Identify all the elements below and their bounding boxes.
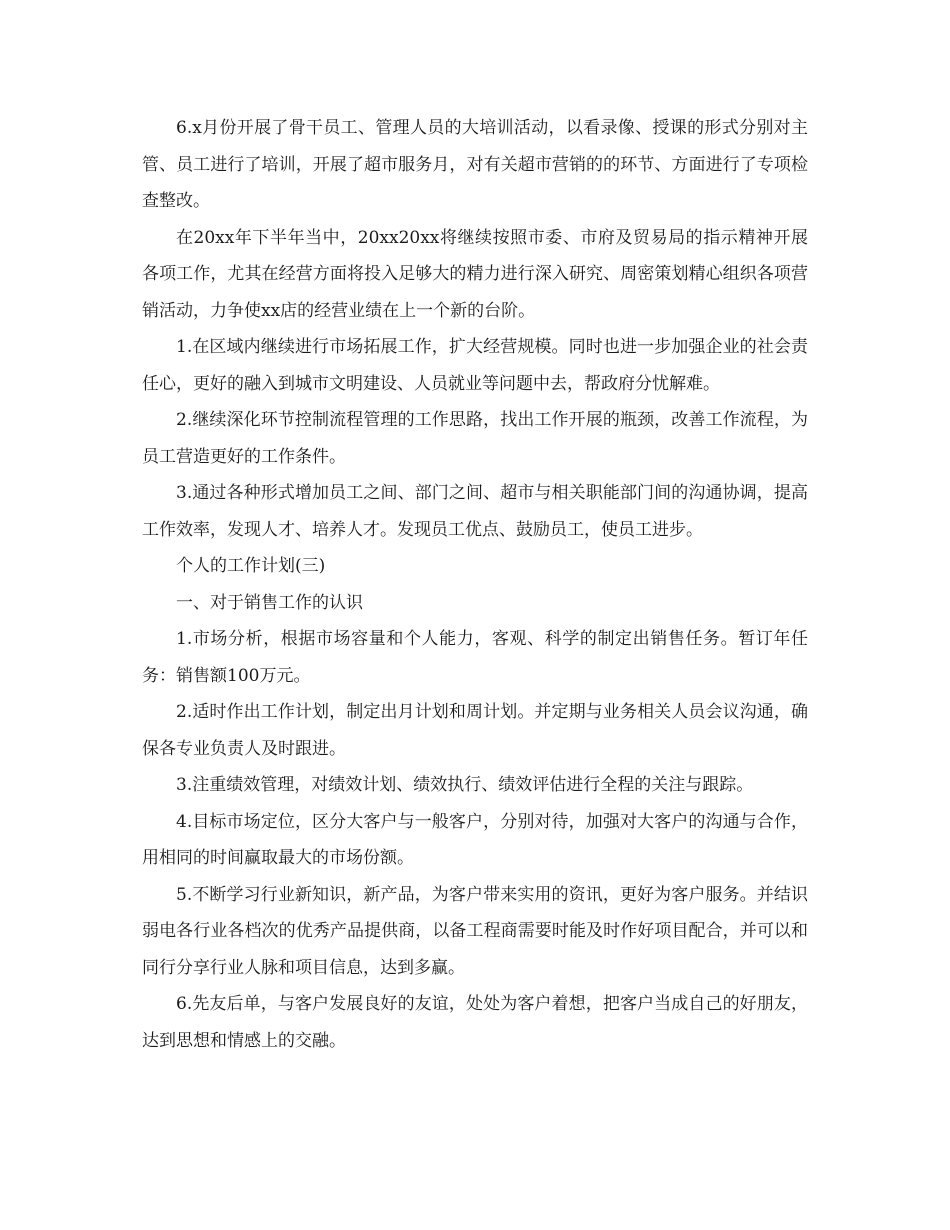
paragraph-second-half-plan: 在20xx年下半年当中，20xx20xx将继续按照市委、市府及贸易局的指示精神开展各项工作，尤其在经营方面将投入足够大的精力进行深入研究、周密策划精心组织各项营销活动，力争使xx店的经营业绩在上一个新的台阶。 bbox=[142, 227, 808, 321]
paragraph-communication: 3.通过各种形式增加员工之间、部门之间、超市与相关职能部门间的沟通协调，提高工作效率，发现人才、培养人才。发现员工优点、鼓励员工，使员工进步。 bbox=[142, 483, 808, 540]
paragraph-target-market: 4.目标市场定位，区分大客户与一般客户，分别对待，加强对大客户的沟通与合作，用相同的时间赢取最大的市场份额。 bbox=[142, 811, 808, 868]
paragraph-training-activities: 6.x月份开展了骨干员工、管理人员的大培训活动，以看录像、授课的形式分别对主管、员工进行了培训，开展了超市服务月，对有关超市营销的的环节、方面进行了专项检查整改。 bbox=[142, 118, 808, 211]
paragraph-process-management: 2.继续深化环节控制流程管理的工作思路，找出工作开展的瓶颈，改善工作流程，为员工营造更好的工作条件。 bbox=[142, 410, 808, 467]
document-body bbox=[142, 110, 808, 1059]
section-title-work-plan: 个人的工作计划(三) bbox=[176, 556, 326, 576]
paragraph-customer-friendship: 6.先友后单，与客户发展良好的友谊，处处为客户着想，把客户当成自己的好朋友，达到思想和情感上的交融。 bbox=[142, 994, 808, 1051]
paragraph-performance-management: 3.注重绩效管理，对绩效计划、绩效执行、绩效评估进行全程的关注与跟踪。 bbox=[176, 775, 754, 795]
paragraph-market-analysis: 1.市场分析，根据市场容量和个人能力，客观、科学的制定出销售任务。暂订年任务：销售额100万元。 bbox=[142, 629, 808, 686]
paragraph-work-plan-schedule: 2.适时作出工作计划，制定出月计划和周计划。并定期与业务相关人员会议沟通，确保各专业负责人及时跟进。 bbox=[142, 702, 808, 759]
section-heading-sales-understanding: 一、对于销售工作的认识 bbox=[176, 592, 363, 613]
paragraph-market-expansion: 1.在区域内继续进行市场拓展工作，扩大经营规模。同时也进一步加强企业的社会责任心，更好的融入到城市文明建设、人员就业等问题中去，帮政府分忧解难。 bbox=[142, 337, 808, 394]
paragraph-continuous-learning: 5.不断学习行业新知识，新产品，为客户带来实用的资讯，更好为客户服务。并结识弱电各行业各档次的优秀产品提供商，以备工程商需要时能及时作好项目配合，并可以和同行分享行业人脉和项目信息，达到多赢。 bbox=[142, 884, 808, 978]
